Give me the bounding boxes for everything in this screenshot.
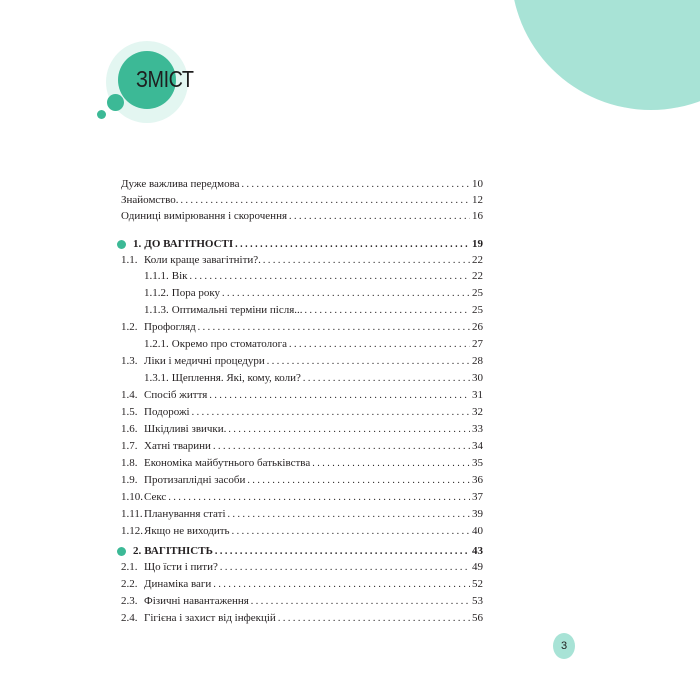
toc-part-2[interactable]: [121, 543, 483, 559]
toc-part-label: ДО ВАГІТНОСТІ: [144, 238, 234, 250]
toc-entry-page: 28: [472, 355, 483, 367]
toc-entry-page: 27: [472, 338, 483, 350]
toc-entry-label: Ліки і медичні процедури: [144, 355, 265, 367]
dot-leader: [247, 473, 470, 489]
dot-leader: [190, 269, 471, 285]
toc-entry[interactable]: [121, 593, 483, 609]
dot-leader: [168, 490, 470, 506]
toc-entry-label: Знайомство.: [121, 194, 179, 206]
toc-entry-page: 31: [472, 389, 483, 401]
toc-entry-intro[interactable]: [121, 192, 483, 208]
toc-entry-number: 1.7.: [121, 440, 138, 452]
toc-entry-label: Секс: [144, 491, 167, 503]
toc-entry-number: 1.1.3.: [144, 304, 169, 316]
toc-entry-number: 1.3.1.: [144, 372, 169, 384]
toc-entry-page: 49: [472, 561, 483, 573]
toc-entry-label: Динаміка ваги: [144, 578, 212, 590]
toc-entry-label: Пора року: [171, 287, 221, 299]
toc-entry-page: 25: [472, 287, 483, 299]
toc-entry-number: 1.12.: [121, 525, 143, 537]
toc-entry-page: 22: [472, 254, 483, 266]
dot-leader: [267, 354, 470, 370]
dot-leader: [251, 594, 470, 610]
dot-leader: [303, 371, 470, 387]
toc-entry-label: Вік: [171, 270, 188, 282]
toc-entry-preface[interactable]: [121, 176, 483, 192]
dot-leader: [213, 577, 470, 593]
dot-leader: [192, 405, 470, 421]
toc-entry-page: 10: [472, 178, 483, 190]
dot-leader: [235, 237, 470, 253]
toc-entry-page: 37: [472, 491, 483, 503]
toc-entry[interactable]: [121, 252, 483, 268]
toc-subentry[interactable]: [121, 268, 483, 284]
toc-entry-number: 2.4.: [121, 612, 138, 624]
toc-entry[interactable]: [121, 506, 483, 522]
toc-entry-number: 1.3.: [121, 355, 138, 367]
toc-entry[interactable]: [121, 438, 483, 454]
dot-leader: [215, 544, 470, 560]
toc-entry[interactable]: [121, 455, 483, 471]
toc-entry-label: Гігієна і захист від інфекцій: [144, 612, 276, 624]
corner-decoration: [511, 0, 700, 110]
toc-entry-number: 2.2.: [121, 578, 138, 590]
toc-entry-label: Шкідливі звички.: [144, 423, 227, 435]
toc-entry[interactable]: [121, 576, 483, 592]
toc-entry-label: Фізичні навантаження: [144, 595, 249, 607]
dot-leader: [213, 439, 470, 455]
toc-entry-number: 1.8.: [121, 457, 138, 469]
toc-entry-page: 22: [472, 270, 483, 282]
toc-subentry[interactable]: [121, 370, 483, 386]
toc-subentry[interactable]: [121, 285, 483, 301]
toc-entry-page: 26: [472, 321, 483, 333]
toc-entry-number: 1.1.: [121, 254, 138, 266]
toc-entry-number: 1.5.: [121, 406, 138, 418]
toc-entry-page: 40: [472, 525, 483, 537]
toc-entry-label: Планування статі: [144, 508, 226, 520]
page-number: 3: [560, 640, 568, 652]
toc-entry-page: 32: [472, 406, 483, 418]
part-bullet-icon: [117, 240, 126, 249]
toc-entry-page: 35: [472, 457, 483, 469]
toc-entry[interactable]: [121, 472, 483, 488]
toc-entry-label: Якщо не виходить: [144, 525, 230, 537]
toc-entry-page: 56: [472, 612, 483, 624]
toc-entry-label: Окремо про стоматолога: [171, 338, 287, 350]
part-bullet-icon: [117, 547, 126, 556]
toc-entry-number: 1.10.: [121, 491, 143, 503]
toc-entry-number: 1.2.: [121, 321, 138, 333]
toc-subentry[interactable]: [121, 336, 483, 352]
toc-entry-page: 34: [472, 440, 483, 452]
toc-entry-page: 52: [472, 578, 483, 590]
decor-dot-small: [97, 110, 106, 119]
toc-part-number: 2.: [133, 545, 142, 557]
page-title: ЗМІСТ: [136, 66, 194, 92]
toc-part-1[interactable]: [121, 236, 483, 252]
dot-leader: [228, 422, 470, 438]
toc-entry-number: 1.2.1.: [144, 338, 169, 350]
dot-leader: [289, 209, 470, 225]
toc-entry-units[interactable]: [121, 208, 483, 224]
toc-entry-page: 30: [472, 372, 483, 384]
decor-dot-medium: [107, 94, 124, 111]
toc-part-number: 1.: [133, 238, 142, 250]
toc-entry-number: 1.1.2.: [144, 287, 169, 299]
dot-leader: [209, 388, 470, 404]
toc-entry-label: Протизаплідні засоби: [144, 474, 246, 486]
toc-part-page: 19: [472, 238, 483, 250]
toc-entry-page: 16: [472, 210, 483, 222]
toc-entry-label: Коли краще завагітніти?.: [144, 254, 261, 266]
toc-entry-page: 53: [472, 595, 483, 607]
toc-entry-label: Що їсти і пити?: [144, 561, 218, 573]
dot-leader: [232, 524, 470, 540]
toc-entry[interactable]: [121, 523, 483, 539]
dot-leader: [312, 456, 470, 472]
toc-entry-number: 2.3.: [121, 595, 138, 607]
toc-entry-number: 2.1.: [121, 561, 138, 573]
dot-leader: [242, 177, 470, 193]
toc-entry-label: Хатні тварини: [144, 440, 211, 452]
dot-leader: [222, 286, 470, 302]
toc-entry-page: 12: [472, 194, 483, 206]
toc-entry[interactable]: [121, 404, 483, 420]
toc-entry-label: Спосіб життя: [144, 389, 208, 401]
toc-entry-page: 39: [472, 508, 483, 520]
toc-entry-label: Оптимальні терміни після...: [171, 304, 303, 316]
toc-entry[interactable]: [121, 559, 483, 575]
toc-entry-label: Подорожі: [144, 406, 190, 418]
toc-entry-label: Профогляд: [144, 321, 196, 333]
toc-entry-page: 33: [472, 423, 483, 435]
toc-entry-number: 1.1.1.: [144, 270, 169, 282]
toc-entry[interactable]: [121, 610, 483, 626]
toc-part-page: 43: [472, 545, 483, 557]
toc-part-label: ВАГІТНІСТЬ: [144, 545, 213, 557]
dot-leader: [228, 507, 470, 523]
toc-entry-label: Щеплення. Які, кому, коли?: [171, 372, 301, 384]
dot-leader: [220, 560, 470, 576]
dot-leader: [263, 253, 470, 269]
toc-entry[interactable]: [121, 353, 483, 369]
toc-entry-number: 1.11.: [121, 508, 143, 520]
toc-entry-page: 36: [472, 474, 483, 486]
toc-entry-label: Дуже важлива передмова: [121, 178, 240, 190]
toc-entry-number: 1.9.: [121, 474, 138, 486]
toc-entry-number: 1.6.: [121, 423, 138, 435]
dot-leader: [305, 303, 470, 319]
toc-subentry[interactable]: [121, 302, 483, 318]
dot-leader: [289, 337, 470, 353]
toc-entry[interactable]: [121, 387, 483, 403]
toc-entry[interactable]: [121, 319, 483, 335]
toc-entry-label: Одиниці вимірювання і скорочення: [121, 210, 288, 222]
toc-entry[interactable]: [121, 421, 483, 437]
dot-leader: [198, 320, 470, 336]
toc-entry-label: Економіка майбутнього батьківства: [144, 457, 311, 469]
dot-leader: [180, 193, 470, 209]
dot-leader: [278, 611, 470, 627]
toc-entry-page: 25: [472, 304, 483, 316]
toc-entry[interactable]: [121, 489, 483, 505]
toc-entry-number: 1.4.: [121, 389, 138, 401]
